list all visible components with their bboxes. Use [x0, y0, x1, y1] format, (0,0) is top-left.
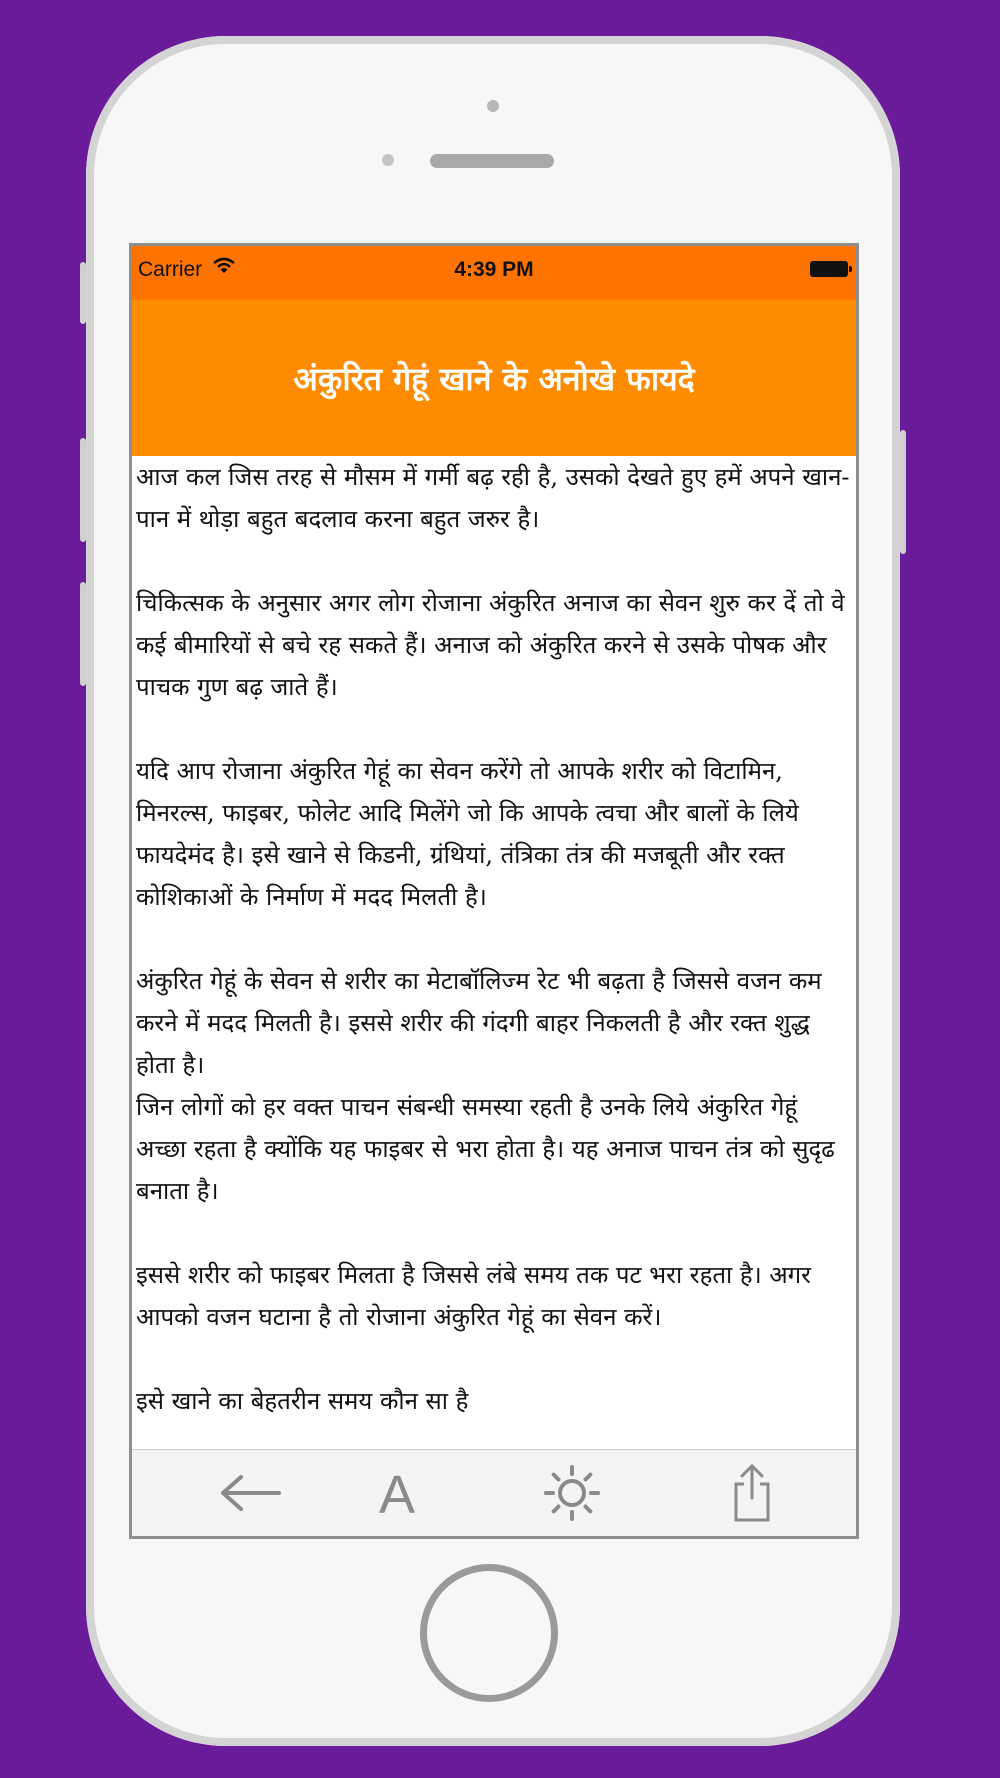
brightness-icon — [542, 1463, 602, 1527]
status-bar — [132, 246, 856, 300]
front-camera — [487, 100, 499, 112]
share-icon — [730, 1462, 774, 1528]
home-button[interactable] — [420, 1564, 558, 1702]
carrier-label: Carrier — [138, 258, 203, 281]
battery-icon — [810, 261, 848, 277]
page-title: अंकुरित गेहूं खाने के अनोखे फायदे — [293, 359, 695, 398]
article-paragraph: चिकित्सक के अनुसार अगर लोग रोजाना अंकुरित अनाज का सेवन शुरु कर दें तो वे कई बीमारियों से बचे रह सकते हैं। अनाज को अंकुरित करने से उसके पोषक और पाचक गुण बढ़ जाते हैं। — [136, 589, 845, 701]
article-paragraph: इससे शरीर को फाइबर मिलता है जिससे लंबे समय तक पट भरा रहता है। अगर आपको वजन घटाना है तो रोजाना अंकुरित गेहूं का सेवन करें। — [136, 1261, 812, 1331]
app-screen — [129, 243, 859, 1539]
font-size-icon: A — [378, 1465, 416, 1525]
status-time: 4:39 PM — [454, 258, 534, 281]
back-arrow-icon — [219, 1473, 283, 1517]
article-paragraph: आज कल जिस तरह से मौसम में गर्मी बढ़ रही है, उसको देखते हुए हमें अपने खान-पान में थोड़ा बहुत बदलाव करना बहुत जरुर है। — [136, 463, 850, 533]
volume-down-button — [80, 582, 86, 686]
article-paragraph: जिन लोगों को हर वक्त पाचन संबन्धी समस्या रहती है उनके लिये अंकुरित गेहूं अच्छा रहता है क्योंकि यह फाइबर से भरा होता है। यह अनाज पाचन तंत्र को सुदृढ बनाता है। — [136, 1093, 835, 1205]
back-button[interactable] — [216, 1468, 286, 1522]
navigation-bar — [132, 300, 856, 456]
font-size-button[interactable] — [362, 1465, 432, 1525]
article-paragraph: इसे खाने का बेहतरीन समय कौन सा है — [136, 1387, 469, 1415]
power-button — [900, 430, 906, 554]
mute-switch — [80, 262, 86, 324]
volume-up-button — [80, 438, 86, 542]
article-paragraph: यदि आप रोजाना अंकुरित गेहूं का सेवन करेंगे तो आपके शरीर को विटामिन, मिनरल्स, फाइबर, फोलेट आदि मिलेंगे जो कि आपके त्वचा और बालों के लिये फायदेमंद है। इसे खाने से किडनी, ग्रंथियां, तंत्रिका तंत्र की मजबूती और रक्त कोशिकाओं के निर्माण में मदद मिलती है। — [136, 757, 799, 911]
bottom-toolbar — [132, 1449, 856, 1536]
earpiece-speaker — [430, 154, 554, 168]
article-paragraph: अंकुरित गेहूं के सेवन से शरीर का मेटाबॉलिज्म रेट भी बढ़ता है जिससे वजन कम करने में मदद मिलती है। इससे शरीर की गंदगी बाहर निकलती है और रक्त शुद्ध होता है। — [136, 967, 822, 1079]
article-body[interactable] — [132, 456, 856, 1456]
brightness-button[interactable] — [537, 1468, 607, 1522]
share-button[interactable] — [717, 1468, 787, 1522]
proximity-sensor — [382, 154, 394, 166]
